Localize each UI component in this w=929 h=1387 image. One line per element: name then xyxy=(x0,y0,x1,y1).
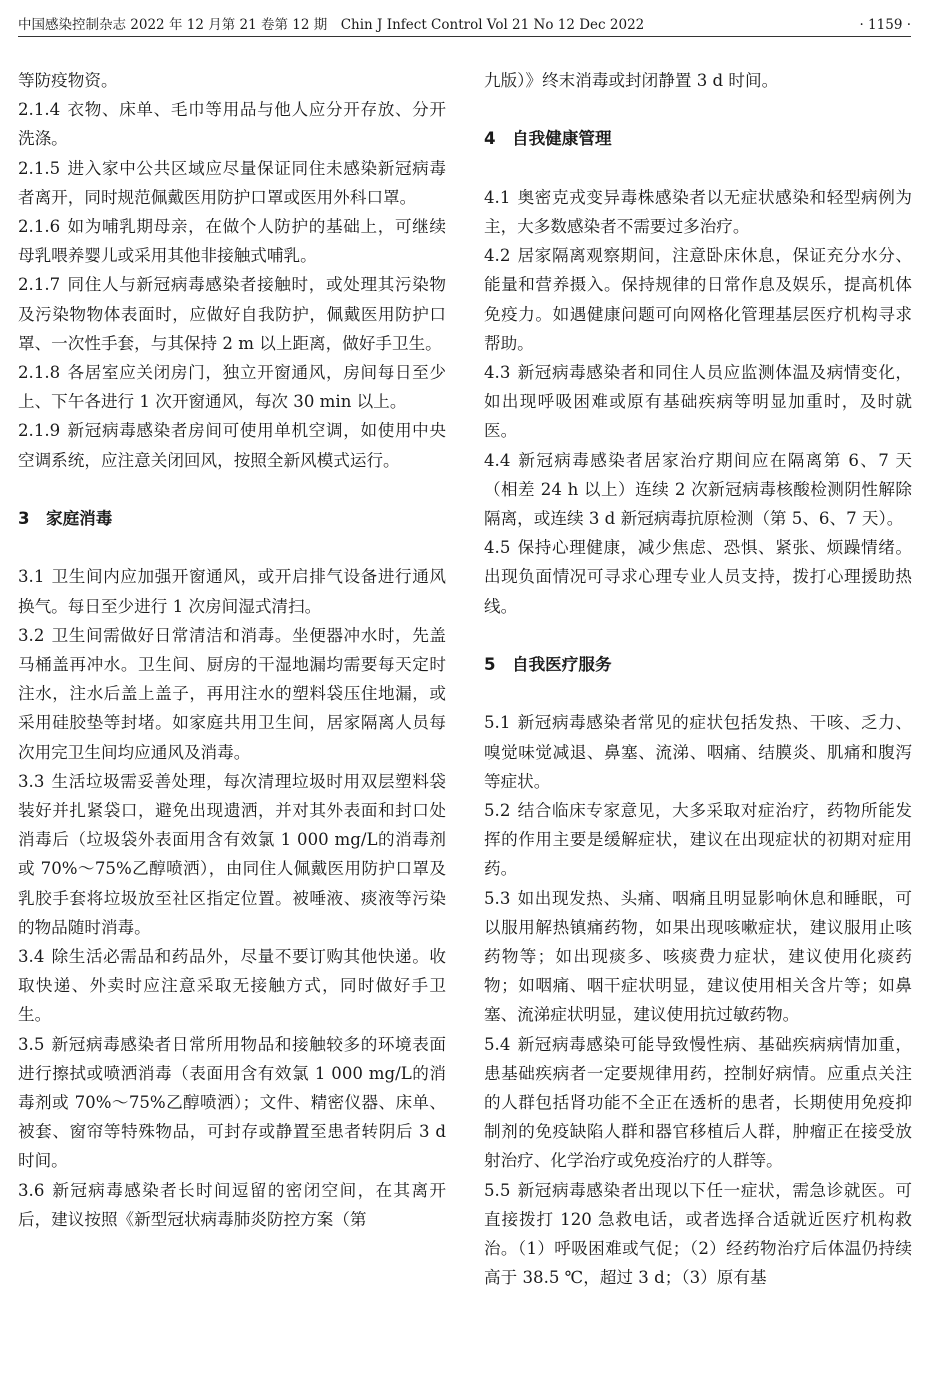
right-column xyxy=(484,66,912,1292)
paragraph-text: 新冠病毒感染可能导致慢性病、基础疾病病情加重，患基础疾病者一定要规律用药，控制好病情。应重点关注的人群包括肾功能不全正在透析的患者，长期使用免疫抑制剂的免疫缺陷人群和器官移植后人群，肿瘤正在接受放射治疗、化学治疗或免疫治疗的人群等。 xyxy=(484,1034,912,1171)
paragraph-number: 4.2 xyxy=(484,246,511,266)
paragraph-text: 如出现发热、头痛、咽痛且明显影响休息和睡眠，可以服用解热镇痛药物，如果出现咳嗽症状，建议服用止咳药物等；如出现痰多、咳痰费力症状，建议使用化痰药物；如咽痛、咽干症状明显，建议使用相关含片等；如鼻塞、流涕症状明显，建议使用抗过敏药物。 xyxy=(484,888,912,1025)
section-spacer xyxy=(484,95,912,124)
paragraph-number: 3.5 xyxy=(18,1034,45,1054)
paragraph xyxy=(484,1176,912,1293)
section-number: 4 xyxy=(484,129,496,149)
journal-citation: 中国感染控制杂志 2022 年 12 月第 21 卷第 12 期 Chin J Infect Control Vol 21 No 12 Dec 2022 xyxy=(18,17,645,33)
paragraph-number: 5.4 xyxy=(484,1034,511,1054)
paragraph-text: 保持心理健康，减少焦虑、恐惧、紧张、烦躁情绪。出现负面情况可寻求心理专业人员支持，拨打心理援助热线。 xyxy=(484,538,912,616)
paragraph xyxy=(484,796,912,884)
paragraph-number: 5.3 xyxy=(484,888,511,908)
paragraph-text: 生活垃圾需妥善处理，每次清理垃圾时用双层塑料袋装好并扎紧袋口，避免出现遗洒，并对其外表面和封口处消毒后（垃圾袋外表面用含有效氯 1 000 mg/L的消毒剂或 70%～75%乙醇喷洒），由同住人佩戴医用防护口罩及乳胶手套将垃圾放至社区指定位置。被唾液、痰液等污染的物品随时消毒。 xyxy=(18,771,446,937)
paragraph-text: 如为哺乳期母亲，在做个人防护的基础上，可继续母乳喂养婴儿或采用其他非接触式哺乳。 xyxy=(18,217,446,266)
section-spacer xyxy=(484,154,912,183)
paragraph-text: 新冠病毒感染者房间可使用单机空调，如使用中央空调系统，应注意关闭回风，按照全新风模式运行。 xyxy=(18,421,446,470)
paragraph-text: 新冠病毒感染者居家治疗期间应在隔离第 6、7 天（相差 24 h 以上）连续 2 次新冠病毒核酸检测阴性解除隔离，或连续 3 d 新冠病毒抗原检测（第 5、6、7 天）。 xyxy=(484,450,912,528)
paragraph xyxy=(18,95,446,153)
paragraph-number: 4.5 xyxy=(484,538,511,558)
paragraph-number: 3.3 xyxy=(18,771,45,791)
paragraph-text: 各居室应关闭房门，独立开窗通风，房间每日至少上、下午各进行 1 次开窗通风，每次 30 min 以上。 xyxy=(18,363,446,412)
paragraph-text: 新冠病毒感染者日常所用物品和接触较多的环境表面进行擦拭或喷洒消毒（表面用含有效氯 1 000 mg/L的消毒剂或 70%～75%乙醇喷洒）；文件、精密仪器、床单、被套、窗帘等特殊物品，可封存或静置至患者转阴后 3 d 时间。 xyxy=(18,1034,446,1171)
section-title: 自我健康管理 xyxy=(512,129,612,149)
paragraph-number: 2.1.6 xyxy=(18,217,61,237)
paragraph xyxy=(18,767,446,942)
paragraph-number: 2.1.5 xyxy=(18,158,61,178)
paragraph xyxy=(18,621,446,767)
paragraph-number: 5.5 xyxy=(484,1180,511,1200)
paragraph-number: 2.1.7 xyxy=(18,275,61,295)
paragraph xyxy=(484,358,912,446)
section-title: 家庭消毒 xyxy=(46,509,113,529)
paragraph-number: 4.3 xyxy=(484,362,511,382)
paragraph-number: 4.4 xyxy=(484,450,511,470)
paragraph xyxy=(18,358,446,416)
paragraph xyxy=(484,1030,912,1176)
paragraph-number: 3.6 xyxy=(18,1180,45,1200)
paragraph-text: 卫生间内应加强开窗通风，或开启排气设备进行通风换气。每日至少进行 1 次房间湿式清扫。 xyxy=(18,567,446,616)
paragraph xyxy=(18,1176,446,1234)
left-column xyxy=(18,66,446,1234)
paragraph xyxy=(18,212,446,270)
paragraph xyxy=(18,270,446,358)
section-title: 自我医疗服务 xyxy=(512,655,612,674)
paragraph-number: 2.1.9 xyxy=(18,421,61,441)
paragraph-text: 居家隔离观察期间，注意卧床休息，保证充分水分、能量和营养摄入。保持规律的日常作息及娱乐，提高机体免疫力。如遇健康问题可向网格化管理基层医疗机构寻求帮助。 xyxy=(484,246,912,353)
paragraph xyxy=(484,66,912,95)
paragraph-number: 2.1.4 xyxy=(18,100,61,120)
paragraph-text: 同住人与新冠病毒感染者接触时，或处理其污染物及污染物物体表面时，应做好自我防护，佩戴医用防护口罩、一次性手套，与其保持 2 m 以上距离，做好手卫生。 xyxy=(18,275,446,353)
section-heading xyxy=(18,504,446,533)
paragraph-text: 进入家中公共区域应尽量保证同住未感染新冠病毒者离开，同时规范佩戴医用防护口罩或医用外科口罩。 xyxy=(18,158,446,207)
running-header xyxy=(18,14,911,37)
section-spacer xyxy=(18,475,446,504)
paragraph-number: 3.1 xyxy=(18,567,45,587)
paragraph xyxy=(18,66,446,95)
paragraph-text: 除生活必需品和药品外，尽量不要订购其他快递。收取快递、外卖时应注意采取无接触方式，同时做好手卫生。 xyxy=(18,947,446,1025)
section-heading xyxy=(484,650,912,679)
paragraph-text: 等防疫物资。 xyxy=(18,71,118,90)
paragraph-text: 新冠病毒感染者和同住人员应监测体温及病情变化，如出现呼吸困难或原有基础疾病等明显加重时，及时就医。 xyxy=(484,362,912,441)
paragraph xyxy=(18,942,446,1030)
section-heading xyxy=(484,124,912,153)
paragraph-number: 5.2 xyxy=(484,800,511,820)
paragraph xyxy=(18,1030,446,1176)
paragraph-text: 新冠病毒感染者长时间逗留的密闭空间，在其离开后，建议按照《新型冠状病毒肺炎防控方案（第 xyxy=(18,1180,446,1229)
paragraph-number: 4.1 xyxy=(484,187,511,207)
paragraph-number: 2.1.8 xyxy=(18,363,61,383)
paragraph-text: 新冠病毒感染者出现以下任一症状，需急诊就医。可直接拨打 120 急救电话，或者选择合适就近医疗机构救治。（1）呼吸困难或气促；（2）经药物治疗后体温仍持续高于 38.5 ℃，超过 3 d；（3）原有基 xyxy=(484,1180,912,1288)
paragraph-text: 衣物、床单、毛巾等用品与他人应分开存放、分开洗涤。 xyxy=(18,100,446,149)
paragraph-text: 结合临床专家意见，大多采取对症治疗，药物所能发挥的作用主要是缓解症状，建议在出现症状的初期对症用药。 xyxy=(484,800,912,879)
page-number: · 1159 · xyxy=(859,17,911,33)
paragraph xyxy=(484,446,912,534)
paragraph-number: 3.2 xyxy=(18,625,45,645)
paragraph-text: 奥密克戎变异毒株感染者以无症状感染和轻型病例为主，大多数感染者不需要过多治疗。 xyxy=(484,187,912,236)
paragraph xyxy=(484,708,912,796)
paragraph-number: 5.1 xyxy=(484,713,511,733)
paragraph xyxy=(18,416,446,474)
paragraph-text: 九版）》终末消毒或封闭静置 3 d 时间。 xyxy=(484,71,779,90)
paragraph xyxy=(18,562,446,620)
paragraph xyxy=(484,884,912,1030)
section-spacer xyxy=(18,533,446,562)
paragraph-text: 卫生间需做好日常清洁和消毒。坐便器冲水时，先盖马桶盖再冲水。卫生间、厨房的干湿地漏均需要每天定时注水，注水后盖上盖子，再用注水的塑料袋压住地漏，或采用硅胶垫等封堵。如家庭共用卫生间，居家隔离人员每次用完卫生间均应通风及消毒。 xyxy=(18,625,446,762)
section-number: 3 xyxy=(18,509,30,529)
paragraph-number: 3.4 xyxy=(18,947,45,967)
paragraph-text: 新冠病毒感染者常见的症状包括发热、干咳、乏力、嗅觉味觉减退、鼻塞、流涕、咽痛、结膜炎、肌痛和腹泻等症状。 xyxy=(484,713,912,791)
paragraph xyxy=(18,154,446,212)
paragraph xyxy=(484,533,912,621)
paragraph xyxy=(484,183,912,241)
section-spacer xyxy=(484,679,912,708)
section-spacer xyxy=(484,621,912,650)
section-number: 5 xyxy=(484,655,496,674)
paragraph xyxy=(484,241,912,358)
